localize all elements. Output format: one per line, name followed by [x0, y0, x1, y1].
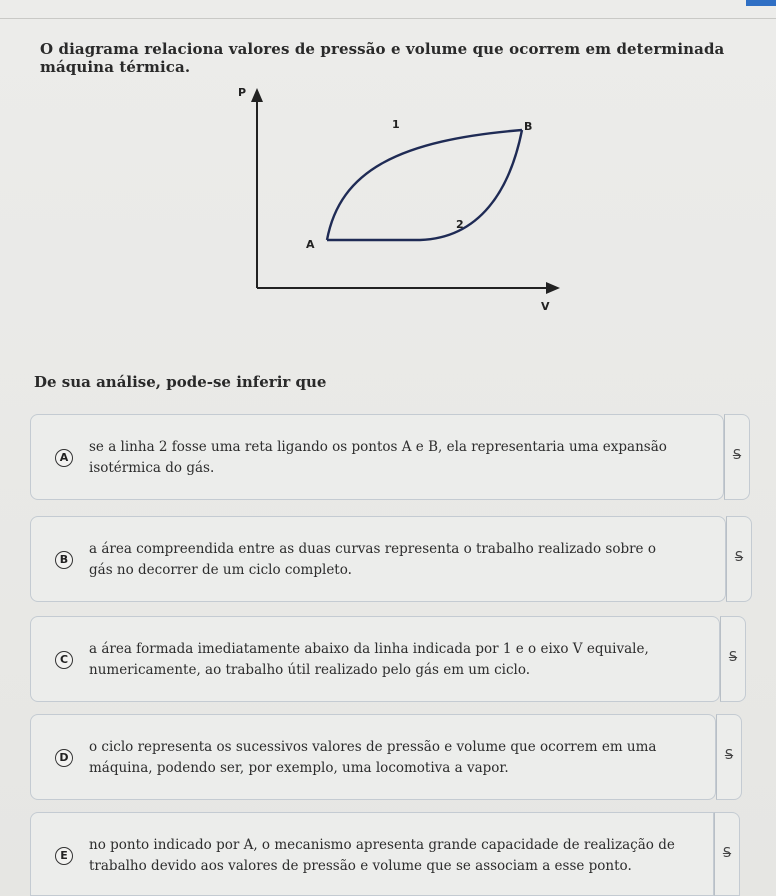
- curve-1-label: 1: [392, 118, 400, 131]
- curve-2-label: 2: [456, 218, 464, 231]
- strikethrough-icon: S: [732, 448, 742, 463]
- option-letter-badge: B: [55, 551, 73, 569]
- option-text: o ciclo representa os sucessivos valores de pressão e volume que ocorrem em uma máquina, podendo ser, por exemplo, uma locomotiva a vapor.: [89, 739, 657, 776]
- strike-button-e[interactable]: [714, 812, 740, 896]
- option-text: a área formada imediatamente abaixo da linha indicada por 1 e o eixo V equivale, numericamente, ao trabalho útil realizado pelo gás em um ciclo.: [89, 641, 649, 678]
- option-d[interactable]: [30, 714, 716, 800]
- option-c[interactable]: [30, 616, 720, 702]
- strikethrough-icon: S: [734, 550, 744, 565]
- curve-1: [327, 130, 522, 240]
- option-letter-badge: A: [55, 449, 73, 467]
- point-a-label: A: [306, 238, 315, 251]
- axis-y-label: P: [238, 86, 247, 99]
- option-text: a área compreendida entre as duas curvas representa o trabalho realizado sobre o gás no decorrer de um ciclo completo.: [89, 541, 656, 578]
- strikethrough-icon: S: [724, 748, 734, 763]
- option-text: no ponto indicado por A, o mecanismo apresenta grande capacidade de realização de trabalho devido aos valores de pressão e volume que se associam a esse ponto.: [89, 837, 675, 874]
- question-text: O diagrama relaciona valores de pressão e volume que ocorrem em determinada máquina térmica.: [40, 40, 725, 76]
- y-axis-arrow: [251, 88, 263, 102]
- strike-button-d[interactable]: [716, 714, 742, 800]
- option-e[interactable]: [30, 812, 714, 896]
- x-axis-arrow: [546, 282, 560, 294]
- option-text: se a linha 2 fosse uma reta ligando os pontos A e B, ela representaria uma expansão isotérmica do gás.: [89, 439, 667, 476]
- top-accent-bar: [746, 0, 776, 6]
- axis-x-label: V: [541, 300, 550, 313]
- strikethrough-icon: S: [722, 846, 732, 861]
- point-b-label: B: [524, 120, 533, 133]
- option-b[interactable]: [30, 516, 726, 602]
- pv-diagram: [230, 80, 580, 320]
- option-letter-badge: E: [55, 847, 73, 865]
- strike-button-c[interactable]: [720, 616, 746, 702]
- strike-button-b[interactable]: [726, 516, 752, 602]
- top-divider: [0, 18, 776, 19]
- option-a[interactable]: [30, 414, 724, 500]
- prompt-text: De sua análise, pode-se inferir que: [34, 373, 327, 391]
- strike-button-a[interactable]: [724, 414, 750, 500]
- strikethrough-icon: S: [728, 650, 738, 665]
- option-letter-badge: D: [55, 749, 73, 767]
- option-letter-badge: C: [55, 651, 73, 669]
